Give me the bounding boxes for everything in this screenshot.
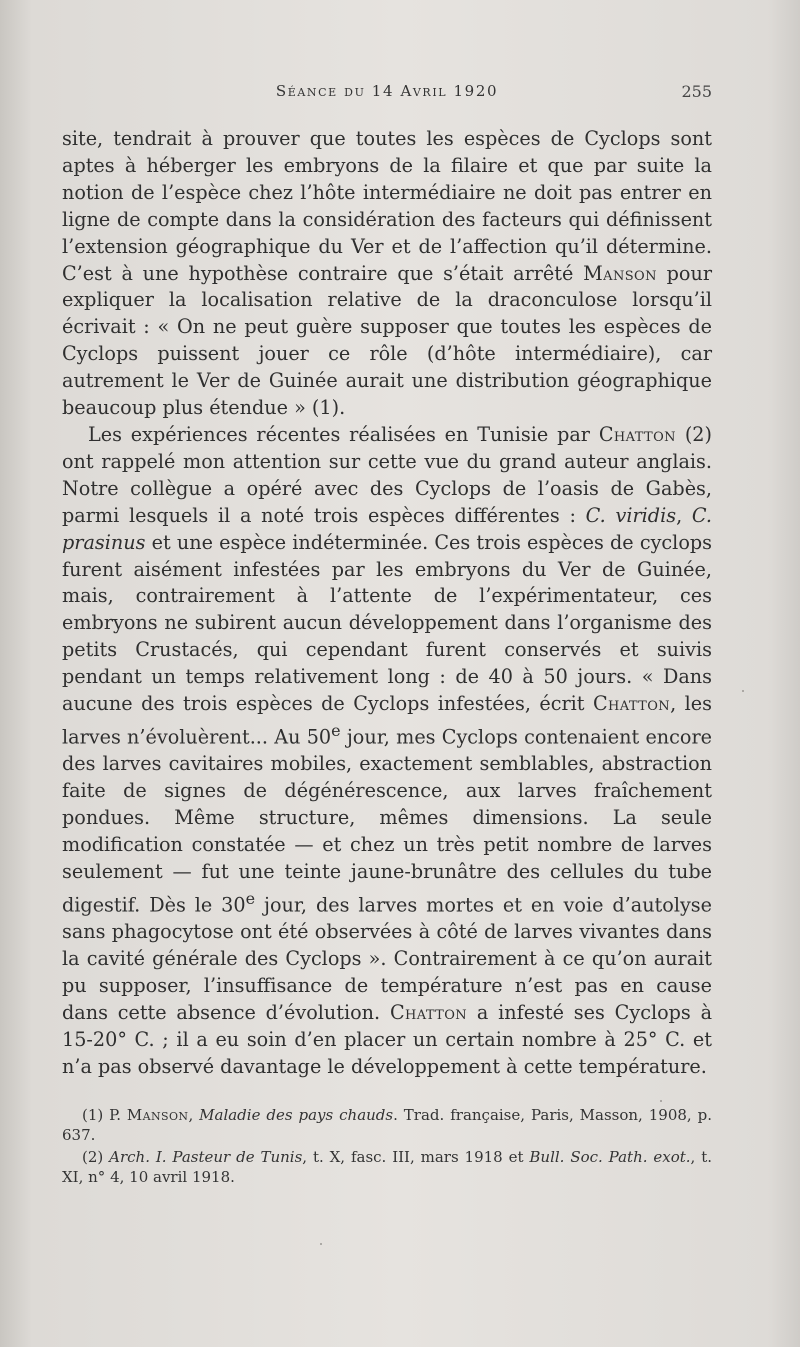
paragraph-2-text-h: a infesté ses Cyclops à 15-20° C. ; il a eu soin d’en placer un certain nombre à 25° C. et n’a pas observé davantage le développement à cette température. <box>62 1000 713 1078</box>
ordinal-superscript: e <box>245 888 256 908</box>
paragraph-1 <box>62 126 712 422</box>
paragraph-2-text-c: , <box>676 503 692 527</box>
footnote-book-title: Maladie des pays chauds <box>199 1106 394 1124</box>
paragraph-2-text-a: Les expériences récentes réalisées en Tunisie par <box>88 422 599 446</box>
main-text <box>62 126 712 1081</box>
footnotes <box>62 1105 712 1189</box>
author-name: Chatton <box>592 692 671 716</box>
ordinal-superscript: e <box>331 720 341 740</box>
author-name: Chatton <box>389 1000 468 1024</box>
footnote-author: Manson <box>126 1106 189 1124</box>
paragraph-1-text-a: site, tendrait à prouver que toutes les espèces de Cyclops sont aptes à héberger les embryons de la filaire et que par suite la notion de l’espèce chez l’hôte intermédiaire ne doit pas entrer en ligne de compte dans la considération des facteurs qui définissent l’extension géographique du Ver et de l’affection qu’il détermine. C’est à une hypothèse contraire que s’était arrêté <box>62 127 712 285</box>
paragraph-2-text-g: jour, des larves mortes et en voie d’autolyse sans phagocytose ont été observées à côté de larves vivantes dans la cavité générale des Cyclops ». Contrairement à ce qu’on aurait pu supposer, l’insuffisance de température n’est pas en cause dans cette absence d’évolution. <box>62 893 713 1024</box>
paper-speck <box>320 1243 322 1245</box>
footnote-2-rest: , t. XI, n° 4, 10 avril 1918. <box>62 1148 712 1186</box>
footnote-2-mark: (2) <box>82 1148 110 1166</box>
footnote-1 <box>62 1105 712 1145</box>
running-title: Séance du 14 Avril 1920 <box>275 82 499 100</box>
footnote-journal: Arch. I. Pasteur de Tunis <box>109 1148 303 1166</box>
footnote-1-mark: (1) P. <box>82 1106 127 1124</box>
species-name: C. viridis <box>585 503 677 527</box>
running-head <box>62 82 712 112</box>
footnote-1-rest: . Trad. française, Paris, Masson, 1908, p. 637. <box>62 1106 712 1144</box>
paragraph-2-text-b: (2) ont rappelé mon attention sur cette vue du grand auteur anglais. Notre collègue a opéré avec des Cyclops de l’oasis de Gabès, parmi lesquels il a noté trois espèces différentes : <box>62 422 713 527</box>
paragraph-2-text-f: jour, mes Cyclops contenaient encore des larves cavitaires mobiles, exactement semblables, abstraction faite de signes de dégénérescence, aux larves fraîchement pondues. Même structure, mêmes dimensions. La seule modification constatée — et chez un très petit nombre de larves seulement — fut une teinte jaune-brunâtre des cellules du tube digestif. Dès le 30 <box>62 725 712 917</box>
paragraph-2 <box>62 422 712 1081</box>
footnote-2-middle: , t. X, fasc. III, mars 1918 et <box>302 1148 530 1166</box>
author-name: Chatton <box>598 422 676 446</box>
species-name: C. prasinus <box>62 503 713 554</box>
paper-speck <box>660 1100 662 1102</box>
paragraph-2-text-e: , les larves n’évoluèrent... Au 50 <box>62 692 712 749</box>
author-name: Manson <box>583 261 657 285</box>
footnote-separator: , <box>188 1106 200 1124</box>
paragraph-2-text-d: et une espèce indéterminée. Ces trois espèces de cyclops furent aisément infestées par les embryons du Ver de Guinée, mais, contrairement à l’attente de l’expérimentateur, ces embryons ne subirent aucun développement dans l’organisme des petits Crustacés, qui cependant furent conservés et suivis pendant un temps relativement long : de 40 à 50 jours. « Dans aucune des trois espèces de Cyclops infestées, écrit <box>62 530 712 716</box>
paper-speck <box>742 690 744 692</box>
paragraph-1-text-b: pour expliquer la localisation relative de la draconculose lorsqu’il écrivait : « On ne peut guère supposer que toutes les espèces de Cyclops puissent jouer ce rôle (d’hôte intermédiaire), car autrement le Ver de Guinée aurait une distribution géographique beaucoup plus étendue » (1). <box>62 261 713 420</box>
footnote-2 <box>62 1147 712 1187</box>
page-number: 255 <box>681 82 712 101</box>
footnote-journal: Bull. Soc. Path. exot. <box>529 1148 691 1166</box>
